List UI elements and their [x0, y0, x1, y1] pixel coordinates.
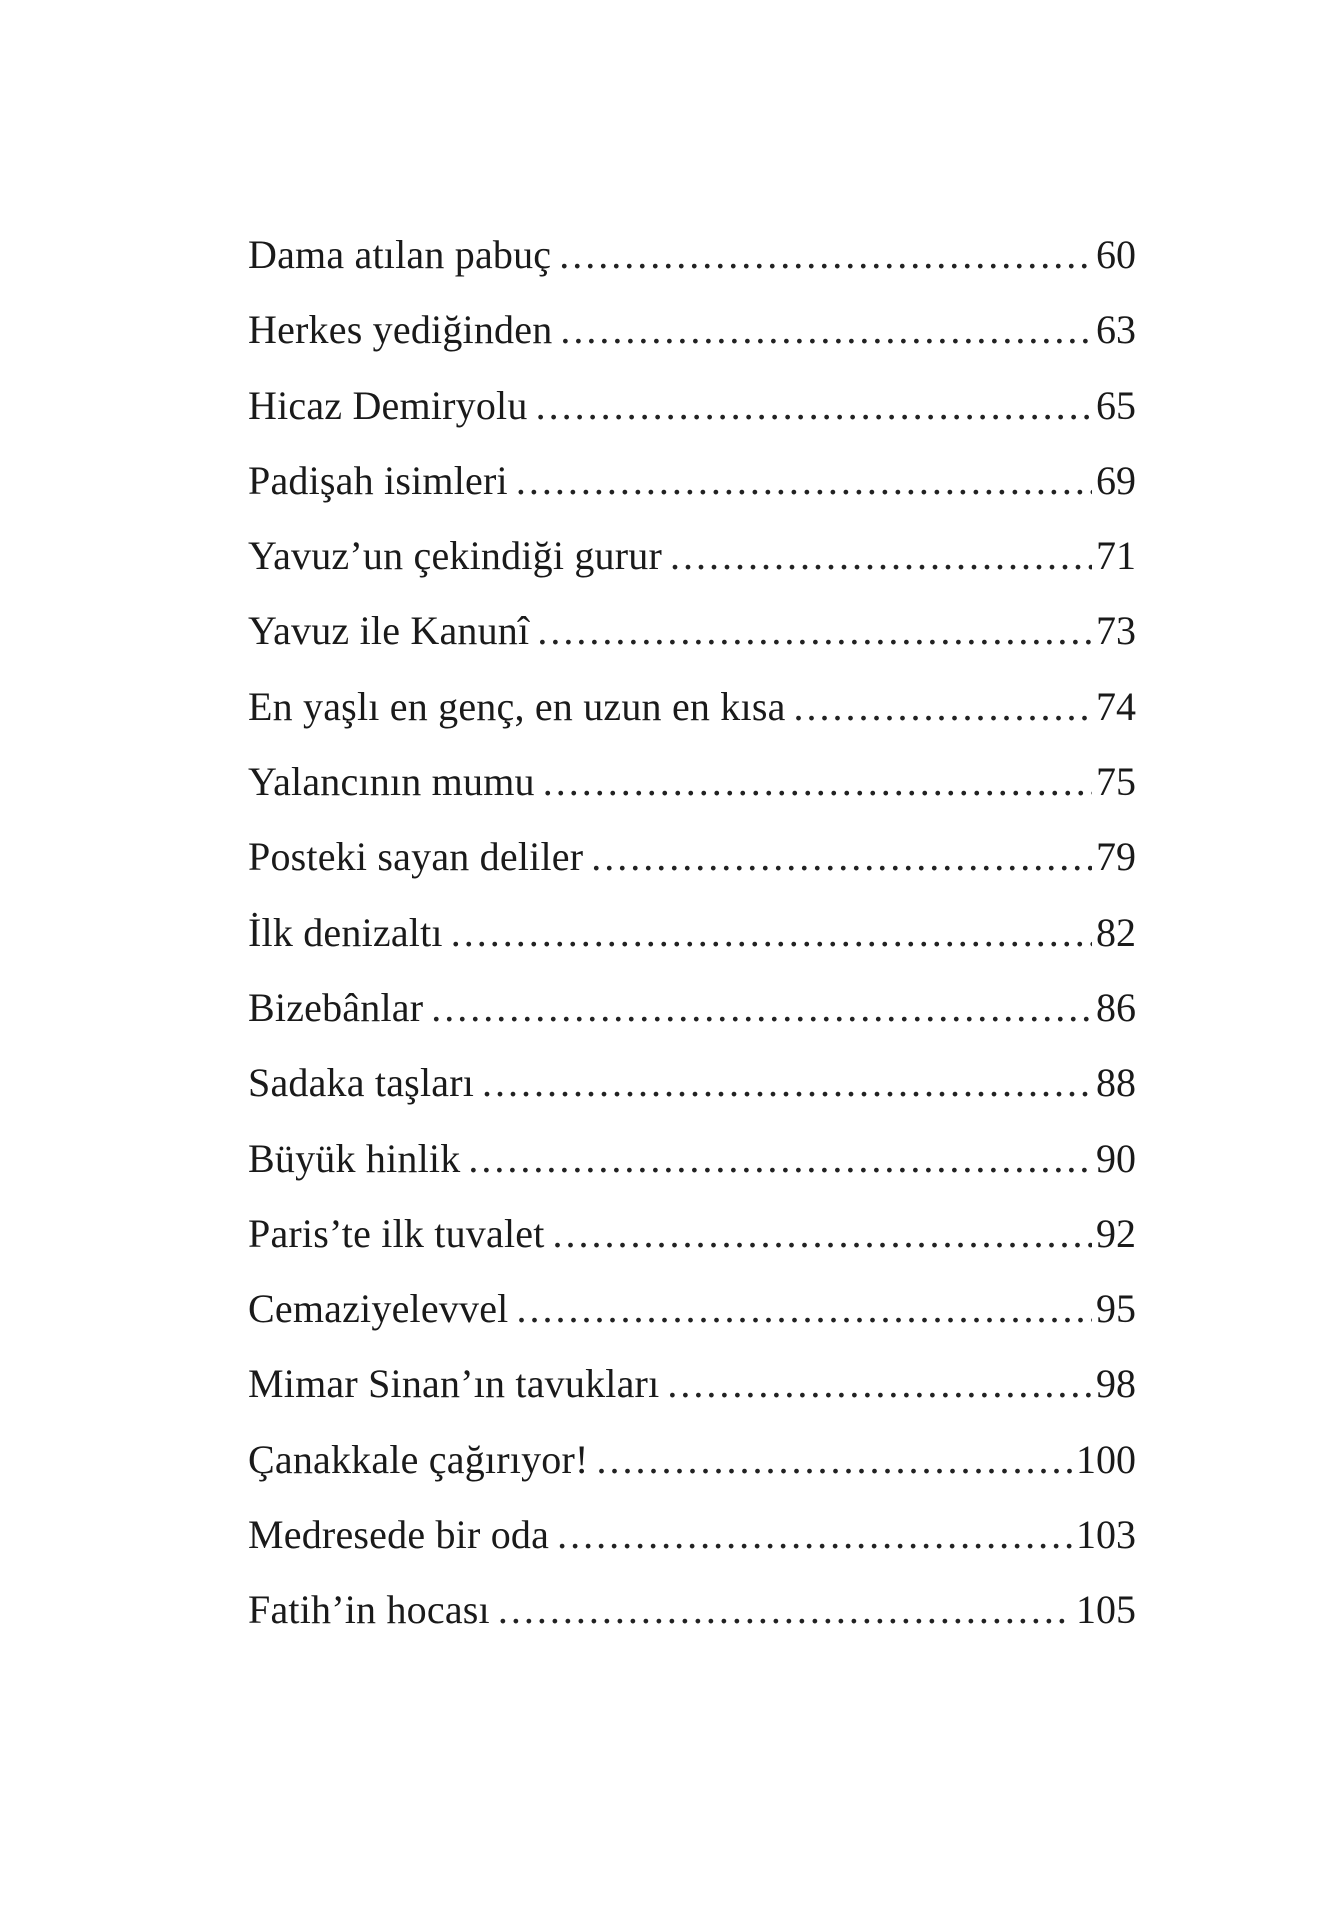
- toc-entry: [248, 307, 1136, 385]
- dot-leader: [537, 611, 1092, 651]
- toc-entry-title: Yavuz’un çekindiği gurur: [248, 533, 662, 579]
- toc-entry-page: 71: [1096, 533, 1136, 579]
- dot-leader: [670, 536, 1092, 576]
- toc-entry-title: Yalancının mumu: [248, 759, 535, 805]
- toc-entry-page: 100: [1076, 1436, 1136, 1482]
- toc-entry-page: 90: [1096, 1135, 1136, 1181]
- toc-entry-page: 63: [1096, 307, 1136, 353]
- toc-entry-page: 65: [1096, 382, 1136, 428]
- dot-leader: [536, 386, 1092, 426]
- toc-entry-title: Hicaz Demiryolu: [248, 382, 528, 428]
- toc-entry-page: 92: [1096, 1210, 1136, 1256]
- toc-entry-page: 95: [1096, 1286, 1136, 1332]
- toc-entry-page: 73: [1096, 608, 1136, 654]
- toc-entry-title: İlk denizaltı: [248, 909, 443, 955]
- toc-entry: [248, 1436, 1136, 1515]
- toc-entry: [248, 834, 1136, 912]
- toc-entry-page: 69: [1096, 457, 1136, 503]
- toc-entry-title: Yavuz ile Kanunî: [248, 608, 530, 654]
- dot-leader: [667, 1364, 1092, 1404]
- dot-leader: [498, 1590, 1072, 1630]
- toc-entry-title: Herkes yediğinden: [248, 307, 553, 353]
- dot-leader: [597, 1440, 1072, 1480]
- toc-entry: [248, 457, 1136, 536]
- toc-entry-title: Çanakkale çağırıyor!: [248, 1436, 589, 1482]
- toc-entry-page: 60: [1096, 232, 1136, 277]
- toc-entry-page: 75: [1096, 759, 1136, 805]
- dot-leader: [591, 837, 1092, 877]
- toc-entry: [248, 232, 1136, 310]
- dot-leader: [468, 1139, 1092, 1179]
- toc-entry-title: Medresede bir oda: [248, 1512, 550, 1558]
- toc-entry-title: En yaşlı en genç, en uzun en kısa: [248, 683, 786, 729]
- toc-entry: [248, 1587, 1136, 1665]
- toc-entry-title: Mimar Sinan’ın tavukları: [248, 1361, 660, 1407]
- toc-entry: [248, 533, 1136, 611]
- toc-entry: [248, 1210, 1136, 1289]
- toc-entry: [248, 382, 1136, 461]
- toc-entry: [248, 1135, 1136, 1214]
- dot-leader: [431, 988, 1092, 1028]
- toc-entry: [248, 909, 1136, 988]
- dot-leader: [451, 913, 1092, 953]
- toc-entry-title: Posteki sayan deliler: [248, 834, 584, 880]
- toc-entry-title: Paris’te ilk tuvalet: [248, 1210, 545, 1256]
- table-of-contents: [248, 232, 1136, 1666]
- toc-entry: [248, 1361, 1136, 1439]
- dot-leader: [559, 235, 1092, 275]
- dot-leader: [516, 1289, 1092, 1329]
- toc-entry-title: Dama atılan pabuç: [248, 232, 552, 277]
- toc-entry: [248, 1512, 1136, 1590]
- dot-leader: [543, 762, 1092, 802]
- dot-leader: [557, 1515, 1072, 1555]
- toc-entry-page: 98: [1096, 1361, 1136, 1407]
- toc-entry-title: Bizebânlar: [248, 984, 424, 1030]
- dot-leader: [794, 687, 1092, 727]
- toc-entry: [248, 683, 1136, 762]
- toc-entry-title: Sadaka taşları: [248, 1060, 475, 1106]
- toc-entry: [248, 608, 1136, 686]
- toc-entry: [248, 984, 1136, 1063]
- toc-entry-page: 74: [1096, 683, 1136, 729]
- dot-leader: [482, 1063, 1092, 1103]
- toc-entry-page: 105: [1076, 1587, 1136, 1633]
- toc-entry: [248, 759, 1136, 837]
- toc-entry-page: 82: [1096, 909, 1136, 955]
- toc-entry-title: Büyük hinlik: [248, 1135, 461, 1181]
- dot-leader: [553, 1214, 1092, 1254]
- dot-leader: [560, 310, 1092, 350]
- toc-entry-page: 79: [1096, 834, 1136, 880]
- dot-leader: [516, 461, 1092, 501]
- toc-entry: [248, 1060, 1136, 1138]
- toc-entry-page: 88: [1096, 1060, 1136, 1106]
- toc-entry-page: 86: [1096, 984, 1136, 1030]
- toc-entry-title: Fatih’in hocası: [248, 1587, 490, 1633]
- toc-entry-page: 103: [1076, 1512, 1136, 1558]
- toc-entry: [248, 1286, 1136, 1364]
- toc-entry-title: Cemaziyelevvel: [248, 1286, 509, 1332]
- toc-entry-title: Padişah isimleri: [248, 457, 508, 503]
